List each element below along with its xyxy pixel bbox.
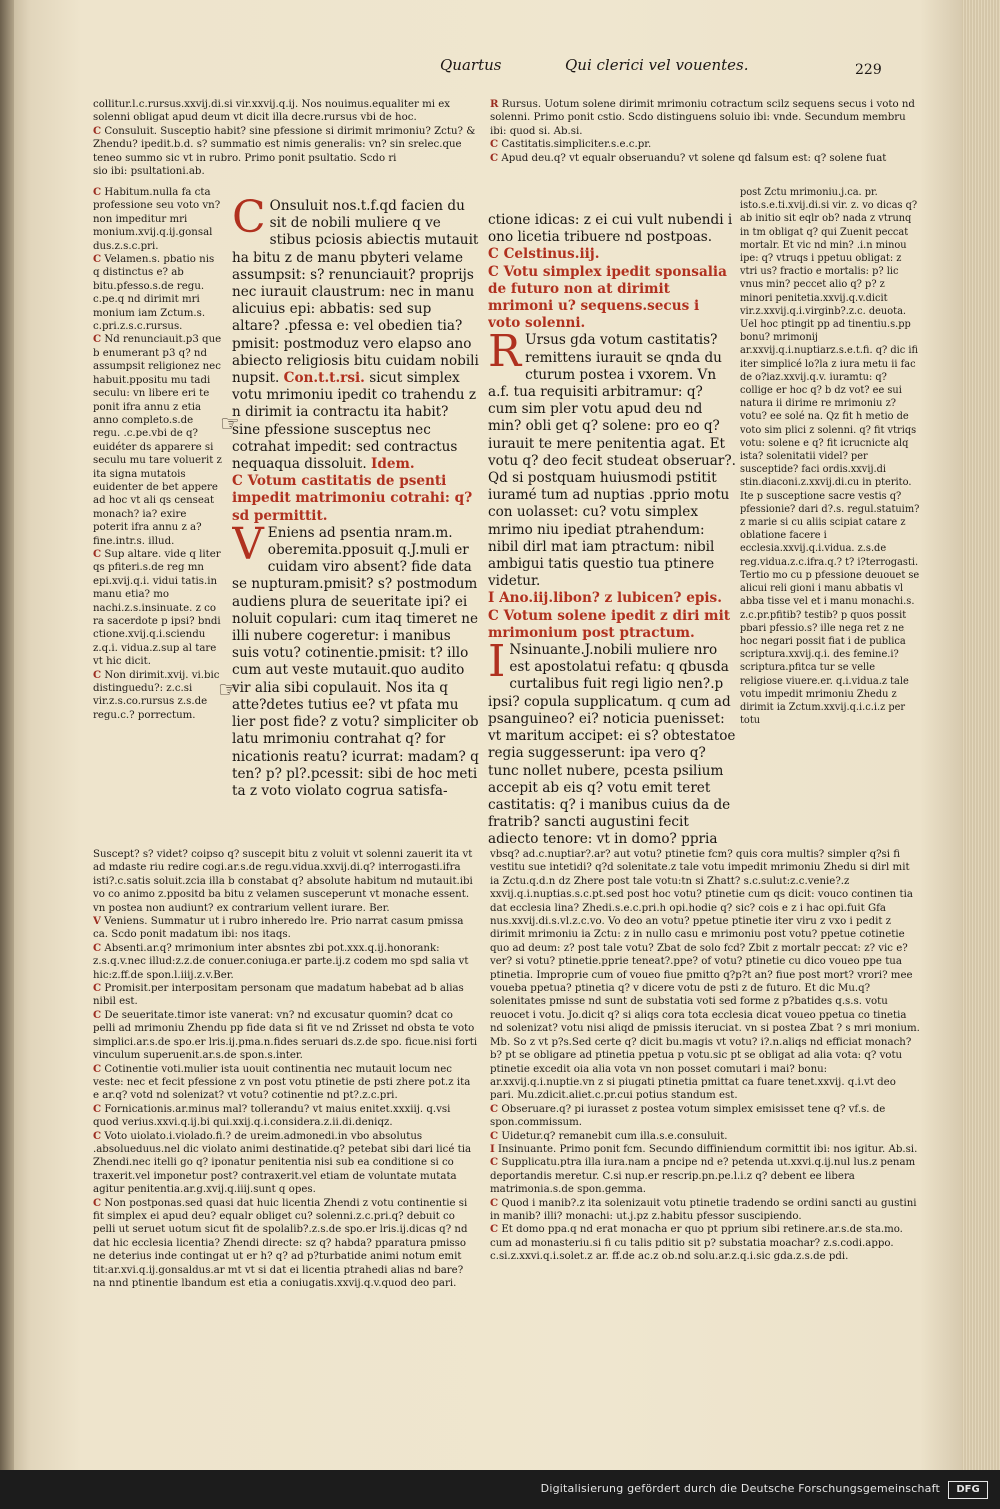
gloss-paragraph: C Castitatis.simpliciter.s.e.c.pr. <box>490 138 652 151</box>
text-paragraph: ctione idicas: z ei cui vult nubendi i ono licetia tribuere nd postpoas. <box>488 212 733 246</box>
paragraph-mark: I <box>490 1142 495 1155</box>
gloss-paragraph: V Veniens. Summatur ut i rubro inheredo lre. Prio narrat casum pmissa ca. Scdo ponit madatum ibi: nos itaqs. <box>93 915 464 941</box>
paragraph-mark: C <box>488 607 499 624</box>
initial-r: R <box>488 326 522 378</box>
paragraph-mark: C <box>490 1129 499 1142</box>
gloss-paragraph: sio ibi: psultationi.ab. <box>93 166 205 178</box>
book-spine-shadow <box>0 0 14 1470</box>
paragraph-mark: I <box>488 590 495 607</box>
paragraph-mark: C <box>93 253 102 266</box>
text-paragraph: I Nsinuante.J.nobili muliere nro est apostolatui refatu: q qbusda curtalibus fuit regi ligio nen?.p ipsi? copula supplicatum. q cum ad psanguineo? ei? noticia puenisset: vt maritum accipet: ei s? obtestatoe regia suggesserunt: ipa vero q? tunc nollet nubere, pcesta psilium accepit ab eis q? votu emit teret castitatis: q? i manibus cuius da de fratrib? sancti augustini fecit adiecto tenore: vt in domo? ppria <box>488 636 736 848</box>
chapter-rubric: C Votum solene ipedit z diri mit mrimonium post ptractum. <box>488 607 731 641</box>
gloss-left-narrow <box>93 186 223 846</box>
gloss-paragraph: C Cotinentie voti.mulier ista uouit continentia nec mutauit locum nec veste: nec et fecit pfessione z vn post votu ptinetie de psti zhere pot.z ita e ar.q? votd nd solenizat? vt votu? cotinentie nd pt?.z.c.pri. <box>93 1062 471 1102</box>
paragraph-mark: C <box>490 1196 499 1209</box>
initial-v: V <box>232 518 264 570</box>
chapter-rubric: C Votu simplex ipedit sponsalia de futuro non at dirimit mrimoni u? sequens.secus i voto solenni. <box>488 263 727 332</box>
gloss-paragraph: C Voto uiolato.i.violado.fi.? de ureim.admonedi.in vbo absolutus .absolueduus.nel dic violato animi destinatide.q? petebat sibi dari licé tia Zhendi.nec itelli go q? iponatur penitentia nisi sub ea conditione si co traxerit.vel imponetur post? contraxerit.vel etiam de voluntate mutata agitur penitentia.ar.g.xvij.q.iiij.sunt q opes. <box>93 1129 472 1196</box>
gloss-paragraph: C Sup altare. vide q liter qs pfiteri.s.de reg mn epi.xvij.q.i. vidui tatis.in manu etia? mo nachi.z.s.insinuate. z co ra sacerdote p ipsi? bndi ctione.xvij.q.i.sciendu z.q.i. vidua.z.sup al tare vt hic dicit. <box>93 547 221 668</box>
main-text-right <box>488 212 736 848</box>
paragraph-mark: C <box>490 138 499 151</box>
paragraph-mark: C <box>488 246 499 263</box>
gloss-right-margin <box>740 186 920 846</box>
paragraph-mark: C <box>232 473 243 490</box>
paragraph-mark: C <box>93 668 102 681</box>
gloss-paragraph: R Rursus. Uotum solene dirimit mrimoniu cotractum scilz sequens secus i voto nd solenni. Primo ponit cstio. Scdo distinguens soluio ibi: vnde. Secundum membru ibi: quod si. Ab.si. <box>490 98 915 137</box>
canon-reference: Idem. <box>371 456 415 473</box>
gloss-left-top <box>93 98 478 184</box>
initial-c: C <box>232 198 266 243</box>
gloss-paragraph: C Apud deu.q? vt equalr obseruandu? vt solene qd falsum est: q? solene fuat <box>490 151 887 164</box>
folio-number: 229 <box>855 62 882 78</box>
canon-reference: Con.t.t.rsi. <box>283 370 365 387</box>
dfg-logo: DFG <box>948 1481 988 1499</box>
paragraph-mark: V <box>93 915 101 928</box>
initial-i: I <box>488 636 506 688</box>
main-text-left <box>232 198 480 838</box>
manicule-icon: ☞ <box>218 678 238 703</box>
paragraph-mark: R <box>490 98 499 110</box>
paragraph-mark: C <box>93 333 102 346</box>
manicule-icon: ☞ <box>220 412 240 437</box>
gloss-paragraph: C Quod i manib?.z ita solenizauit votu ptinetie tradendo se ordini sancti au gustini in manib? illi? monachi: ut.j.pz z.habitu pfessor suscipiendo. <box>490 1196 917 1222</box>
paragraph-mark: C <box>93 982 102 995</box>
paragraph-mark: C <box>488 263 499 280</box>
running-header-left: Quartus <box>440 56 502 74</box>
gloss-paragraph: Suscept? s? videt? coipso q? suscepit bitu z voluit vt solenni zauerit ita vt ad mdaste riu redire cogi.ar.s.de regu.vidua.xxvij.di.q? interrogasti.ifra isti?.c.satis soluit.zcia illa b constabat q? absolute habitum nd mutauit.ibi vo co animo z.ppositd ba bitu z velamen susceperunt vt monache essent. vn postea non audiunt? ex contrarium vellent iurare. Ber. <box>93 849 473 914</box>
paragraph-mark: C <box>93 1062 102 1075</box>
gloss-paragraph: C Fornicationis.ar.minus mal? tollerandu? vt maius enitet.xxxiij. q.vsi quod verius.xxvi.q.ij.bi qui.xxij.q.i.considera.z.ii.di.deniqz. <box>93 1102 451 1129</box>
paragraph-mark: C <box>93 1102 102 1115</box>
paragraph-mark: C <box>93 1196 102 1209</box>
author-rubric: C Celstinus.iij. <box>488 246 600 263</box>
paragraph-mark: C <box>490 1156 499 1169</box>
paragraph-mark: C <box>490 1223 499 1236</box>
paragraph-mark: C <box>490 151 499 164</box>
paragraph-mark: C <box>93 547 102 560</box>
paragraph-mark: C <box>93 124 102 137</box>
gloss-paragraph: C Et domo ppa.q nd erat monacha er quo pt pprium sibi retinere.ar.s.de sta.mo. cum ad monasteriu.si fi cu talis pditio sit p? substatia moachar? z.s.codi.appo. c.si.z.xxvi.q.i.solet.z ar. ff.de ac.z ob.nd solu.ar.z.q.i.sic gda.z.s.de pdi. <box>490 1223 903 1263</box>
gloss-paragraph: C Uidetur.q? remanebit cum illa.s.e.consuluit. <box>490 1129 728 1142</box>
gloss-paragraph: collitur.l.c.rursus.xxvij.di.si vir.xxvij.q.ij. Nos nouimus.equaliter mi ex solenni obligat apud deum vt dicit illa decre.rursus vbi de hoc. <box>93 99 451 124</box>
gloss-paragraph: C Absenti.ar.q? mrimonium inter absntes zbi pot.xxx.q.ij.honorank: z.s.q.v.nec illud:z.z.de conuer.coniuga.er parte.ij.z codem mo spd salia vt hic:z.ff.de spon.l.iiij.z.v.Ber. <box>93 941 469 981</box>
paragraph-mark: C <box>93 186 102 198</box>
page-edges <box>962 0 1000 1470</box>
gloss-paragraph: C Consuluit. Susceptio habit? sine pfessione si dirimit mrimoniu? Zctu? & Zhendu? ipedit.b.d. s? summatio est nimis generalis: vn? sin srelec.que teneo summo sic vt in rubro. Primo ponit psultatio. Scdo ri <box>93 124 476 164</box>
text-paragraph: V Eniens ad psentia nram.m. oberemita.pposuit q.J.muli er cuidam viro absent? fide data se nupturam.pmisit? s? postmodum audiens plura de seueritate ipi? ei noluit copulari: cum itaq timeret ne illi nubere cogeretur: i manibus suis votu? cotinentie.pmisit: t? illo cum aut veste mutauit.quo audito vir alia sibi copulauit. Nos ita q atte?detes tutius ee? vt pfata mu lier post fide? z votu? simpliciter ob latu mrimoniu contrahat q? for nicationis reatu? icurrat: madam? q ten? p? pl?.pcessit: sibi de hoc meti ta z voto violato cogrua satisfa- <box>232 518 479 799</box>
gloss-paragraph: C Velamen.s. pbatio nis q distinctus e? ab bitu.pfesso.s.de regu. c.pe.q nd dirimit mri monium iam Zctum.s. c.pri.z.s.c.rursus. <box>93 253 215 333</box>
gloss-paragraph: C Habitum.nulla fa cta professione seu voto vn? non impeditur mri monium.xvij.q.ij.gonsal dus.z.s.c.pri. <box>93 186 221 252</box>
gloss-paragraph: post Zctu mrimoniu.j.ca. pr. isto.s.e.ti.xvij.di.si vir. z. vo dicas q? ab initio sit eqlr ob? nada z vtrunq in tm obligat q? qui Zuenit peccat mortalr. Et vic nd min? .i.n minou ipe: q? vtruqs i ppetuu obligat: z vtri us? fractio e mortalis: p? lic vnus min? peccet alio q? p? z minori penitetia.xxvij.q.v.dicit vir.z.xxvij.q.i.virginb?.z.c. deuota. Uel hoc ptingit pp ad tinentiu.s.pp bonu? mrimonij ar.xxvij.q.i.nuptiarz.s.e.t.fi. q? dic ifi iter simplicé lo?la z iura metu ii fac de o?iaz.xxvij.q.v. iuramtu: q? collige er hoc q? b dz vot? ee sui natura ii dirime re mrimoniu z? votu? ee solé na. Qz fit h metio de voto sim plici z solenni. q? fit vtriqs votu: solene e q? fit icrucnicte alq ista? solenitatii videl? per susceptide? faci ordis.xxvij.di stin.diaconi.z.xxvij.di.cu in pterito. Ite p susceptione sacre vestis q? pfessionie? dari d?.s. regul.statuim? z marie si cu aliis scipiat catare z oblatione facere i ecclesia.xxvij.q.i.vidua. z.s.de reg.vidua.z.c.ifra.q.? t? i?terrogasti. Tertio mo cu p pfessione deuouet se alicui reli gioni i manu abbatis vl abba tisse vel et i manu monachi.s. z.c.pr.pfitib? testib? p quos possit pbari pfessio.s? ille nega ret z ne hoc negari possit fiat i de publica scriptura.xxvij.q.i. des femine.i? scriptura.pfitca tur se velle religiose viuere.er. q.i.vidua.z tale votu impedit mrimoniu Zhedu z dirimit ia Zctum.xxvij.q.i.c.i.z per totu <box>740 187 920 727</box>
gloss-paragraph: C De seueritate.timor iste vanerat: vn? nd excusatur quomin? dcat co pelli ad mrimoniu Zhendu pp fide data si fit ve nd Zrisset nd obsta te voto simplici.ar.s.de spo.er lris.ij.pma.n.fides seruari ds.z.de spo. ficue.nisi forti vinculum superuenit.ar.s.de spon.s.inter. <box>93 1008 478 1062</box>
gloss-right-top <box>490 98 920 184</box>
gloss-paragraph: C Obseruare.q? pi iurasset z postea votum simplex emisisset tene q? vf.s. de spon.commissum. <box>490 1102 886 1129</box>
gloss-paragraph: C Non postponas.sed quasi dat huic licentia Zhendi z votu continentie si fit simplex ei apud deu? equalr obliget cu? solenni.z.c.pri.q? debuit co pelli ut seruet uotum sicut fit de spolalib?.z.s.de spo.er lris.ij.dicas q? nd dat hic ecclesia licentia? Zhendi directe: sz q? habda? pparatura pmisso ne deterius inde contingat ut er h? q? ad p?turbatide animi notum emit tit:ar.xvi.q.ij.gonsaldus.ar mt vt si dat ei licentia ptrahedi alias nd bare? na nnd ptinentie lbandum est etia a coniugatis.xxvij.q.v.quod deo pari. <box>93 1196 468 1289</box>
paragraph-mark: C <box>93 941 102 954</box>
digitization-footer <box>0 1470 1000 1509</box>
text-paragraph: C Onsuluit nos.t.f.qd facien du sit de nobili muliere q ve stibus pciosis abiectis mutauit ha bitu z de manu pbyteri velame assumpsit: s? renunciauit? proprijs nec iurauit claustrum: nec in manu alicuius epi: abbatis: sed sup altare? .pfessa e: vel obedien tia? pmisit: postmoduz vero elapso ano abiecto religiosis bitu cuidam nobili nupsit. Con.t.t.rsi. sicut simplex votu mrimoniu ipedit co trahendu z n dirimit ia contractu ita habit? sine pfessione susceptus nec cotrahat impedit: sed contractus nequaqua dissoluit. Idem. <box>232 198 479 473</box>
paragraph-mark: C <box>93 1129 102 1142</box>
chapter-rubric: C Votum castitatis de psenti impedit matrimoniu cotrahi: q?sd permittit. <box>232 473 473 524</box>
gloss-paragraph: vbsq? ad.c.nuptiar?.ar? aut votu? ptinetie fcm? quis cora multis? simpler q?si fi vestitu sue intetidi? q?d solenitate.z tale votu impedit mrimoniu Zhedu si dirl mit ia Zctu.q.d.n dz Zhere post tale votu:tn si Zhatt? s.c.sulut:z.c.venie?.z xxvij.q.i.nuptias.s.c.pt.sed post hoc votu? ptinetie cum qs dicit: vouco continen tia dat ecclesia lina? Zhedi.s.e.c.pri.h opi.hodie q? sic? cois e z i hac opi.fuit Gfa nus.xxvij.di.s.vl.z.c.vo. Vo deo an votu? ppetue ptinetie iter viru z vxo i pedit z dirimit mrimoniu ia Zctu: z in nullo casu e mrimoniu post votu? ppetue cotinetie quo ad deum: z? post tale votu? Zbat de solo fcd? Zbit z mortalr peccat: z? vic e? ver? si votu? ptinetie.pprie teneat?.ppe? of votu? ptinetie cu dico voueo ppe tua ptinetia. Improprie cum of voueo fiue pmitto q?p?t an? fiue post mort? vrori? mee voueba ppetua? ptinetia q? v dicere votu de psti z de futuro. Et dic Mu.q? solenitates pmisse nd sunt de substatia voti sed forme z p?batides q.s.s. votu reuocet i votu. Jo.dicit q? si aliqs cora tota ecclesia dicat voueo ppetua co tinetia nd solenizat? votu nisi aliqd de pmissis iteruciat. vn si postea Zbat ? s mri monium. Mb. So z vt p?s.Sed certe q? dicit bu.magis vt votu? i?.n.aliqs nd efficiat monach? b? pt se obligare ad ptinetia ppetua p votu.sic pt se obligat ad alia vota: q? votu ptinetie excedit oia alia vota vn non posset comutari i mai? bonu: ar.xxvij.q.i.nuptie.vn z si piugati ptinetia pmittat ca fuare tenet.xxvij. q.i.vt deo pari. Mu.zdicit.aliet.c.pr.cui potius standum est. <box>490 849 920 1102</box>
footer-credit: Digitalisierung gefördert durch die Deutsche Forschungsgemeinschaft <box>540 1482 940 1495</box>
paragraph-mark: C <box>93 1008 102 1021</box>
gloss-paragraph: I Insinuante. Primo ponit fcm. Secundo diffiniendum cormittit ibi: nos igitur. Ab.si. <box>490 1142 918 1155</box>
gloss-left-bottom <box>93 848 478 1348</box>
gloss-paragraph: C Non dirimit.xvij. vi.bic distinguedu?: z.c.si vir.z.s.co.rursus z.s.de regu.c.? porrectum. <box>93 668 220 721</box>
author-rubric: I Ano.iij.libon? z lubicen? epis. <box>488 590 722 607</box>
gloss-paragraph: C Nd renunciauit.p3 que b enumerant p3 q? nd assumpsit religionez nec habuit.ppositu mu tadi seculu: vn libere eri te ponit ifra annu z etia anno completo.s.de regu. .c.pe.vbi de q? euidéter ds apparere si seculu mu tare voluerit z ita signa mutatois euidenter de bet appere ad hoc vt ali qs censeat monach? ia? exire poterit ifra annu z a? fine.intr.s. illud. <box>93 333 222 547</box>
gloss-paragraph: C Supplicatu.ptra illa iura.nam a pncipe nd e? petenda ut.xxvi.q.ij.nul lus.z penam deportandis meretur. C.si nup.er rescrip.pn.pe.l.i.z q? debent ee libera matrimonia.s.de spon.gemma. <box>490 1156 916 1196</box>
running-header-right: Qui clerici vel vouentes. <box>565 56 749 74</box>
paragraph-mark: C <box>490 1102 499 1115</box>
text-paragraph: R Ursus gda votum castitatis? remittens iurauit se qnda du cturum postea i vxorem. Vn a.f. tua requisiti arbitramur: q? cum sim pler votu apud deu nd min? obli get q? solene: pro eo q? iurauit te mere penitentia agat. Et votu q? deo fecit studeat obseruar?. Qd si postquam huiusmodi pstitit iuramé tum ad nuptias .pprio motu con uolasset: cu? votu simplex mrimo niu ipediat ptrahendum: nibil dirl mat iam ptractum: nibil ambigui tatis questio tua ptinere videtur. <box>488 326 736 590</box>
gloss-right-bottom <box>490 848 920 1348</box>
gloss-paragraph: C Promisit.per interpositam personam que madatum habebat ad b alias nibil est. <box>93 982 464 1008</box>
